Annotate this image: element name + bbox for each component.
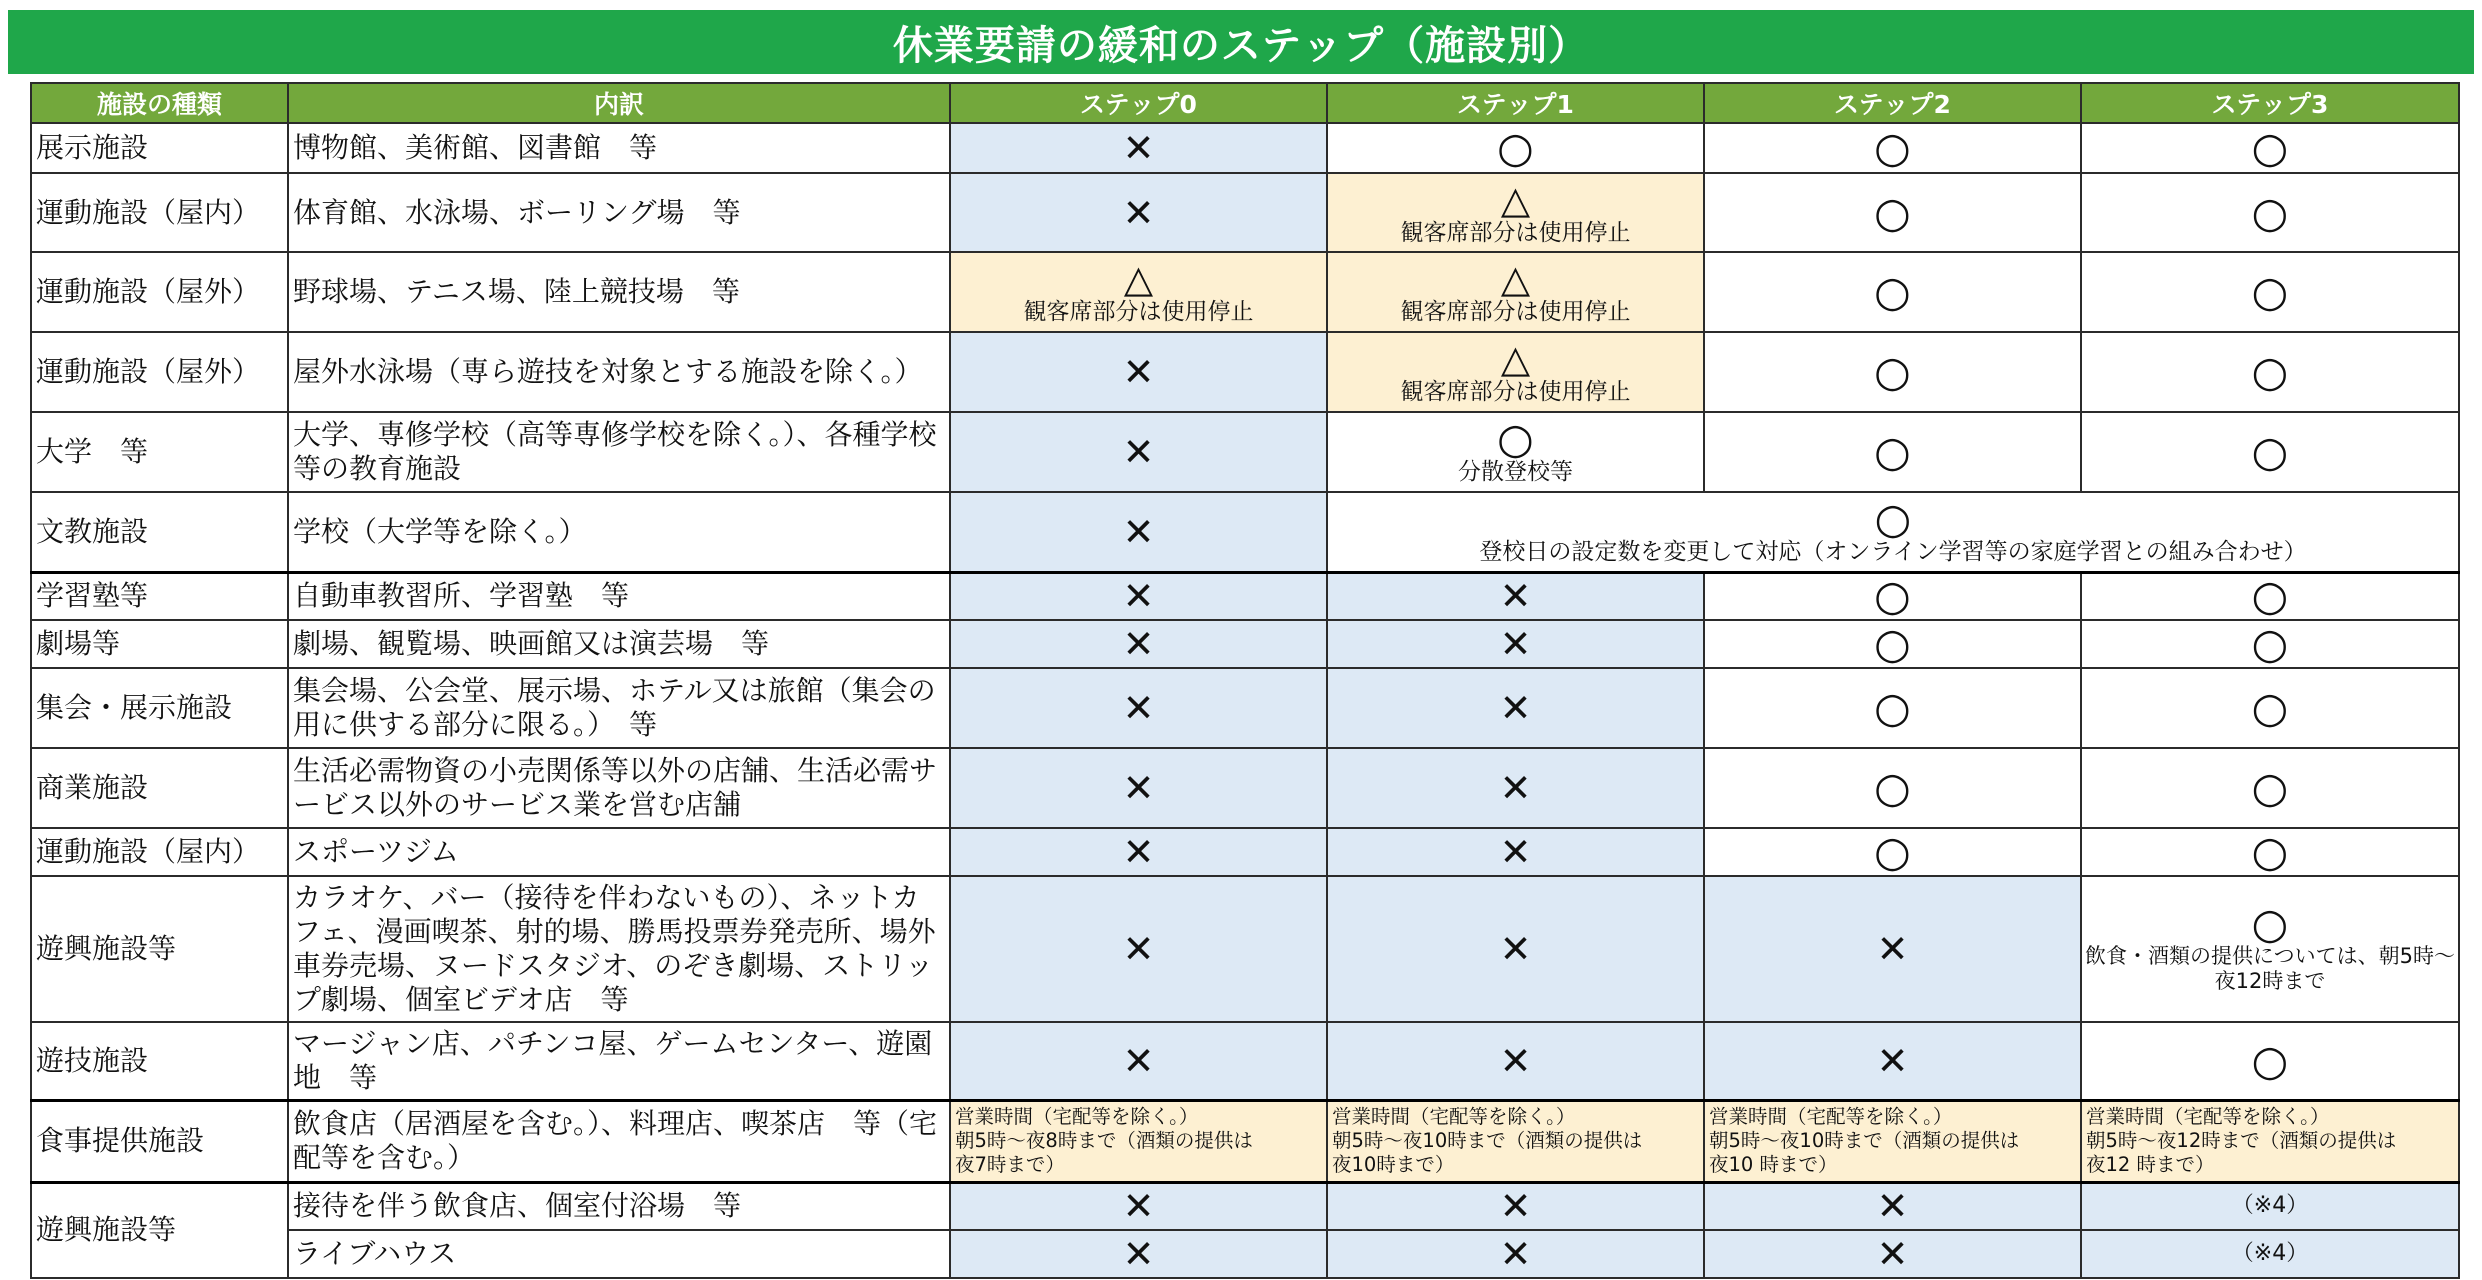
- step-cell: [950, 668, 1327, 748]
- cross-mark: ✕: [1122, 686, 1155, 730]
- circle-mark: ○: [1874, 572, 1911, 620]
- school-days-note: 登校日の設定数を変更して対応（オンライン学習等の家庭学習との組み合わせ）: [1479, 538, 2307, 565]
- facility-type: 運動施設（屋外）: [31, 252, 288, 332]
- step-cell: [950, 252, 1327, 332]
- step-cell: [1327, 748, 1704, 828]
- cross-mark: ✕: [1122, 430, 1155, 474]
- table-row: [31, 332, 2459, 412]
- step-cell: [1704, 412, 2081, 492]
- step-cell: [950, 123, 1327, 173]
- cross-mark: ✕: [1122, 622, 1155, 666]
- circle-mark: ○: [1874, 620, 1911, 668]
- step-cell: [950, 620, 1327, 668]
- facility-type: 遊興施設等: [31, 876, 288, 1022]
- circle-mark: ○: [1874, 683, 1911, 732]
- circle-mark: ○: [1874, 828, 1911, 876]
- hours-line: 営業時間（宅配等を除く。）: [955, 1105, 1199, 1128]
- step-cell: [1327, 572, 1704, 620]
- facility-detail: 自動車教習所、学習塾 等: [288, 572, 950, 620]
- hours-line: 夜12 時まで）: [2086, 1153, 2215, 1176]
- cross-mark: ✕: [1499, 766, 1532, 810]
- step-cell: [1704, 173, 2081, 252]
- reference-note: （※4）: [2081, 1230, 2459, 1278]
- circle-mark: ○: [1874, 493, 1912, 543]
- dispersed-note: 分散登校等: [1458, 459, 1573, 485]
- facility-detail: ライブハウス: [288, 1230, 950, 1278]
- step-cell: [1327, 1182, 1704, 1230]
- facility-detail: 大学、専修学校（高等専修学校を除く。）、各種学校等の教育施設: [288, 412, 950, 492]
- step-cell: [950, 332, 1327, 412]
- step-cell: [2081, 668, 2459, 748]
- step-cell: [950, 748, 1327, 828]
- spectator-note: 観客席部分は使用停止: [1023, 299, 1254, 325]
- step-cell: [950, 412, 1327, 492]
- step-cell: [950, 1022, 1327, 1100]
- circle-mark: ○: [2251, 763, 2289, 812]
- step-cell: [950, 173, 1327, 252]
- cross-mark: ✕: [1499, 927, 1532, 971]
- cross-mark: ✕: [1122, 509, 1155, 554]
- hours-line: 夜7時まで）: [955, 1153, 1065, 1176]
- facility-type: 劇場等: [31, 620, 288, 668]
- facility-detail: 飲食店（居酒屋を含む。）、料理店、喫茶店 等（宅配等を含む。）: [288, 1100, 950, 1182]
- step-cell: [950, 1182, 1327, 1230]
- table-row: [31, 1230, 2459, 1278]
- step-cell: [950, 828, 1327, 876]
- facility-detail: カラオケ、バー（接待を伴わないもの）、ネットカフェ、漫画喫茶、射的場、勝馬投票券発売所、場外車券売場、ヌードスタジオ、のぞき劇場、ストリップ劇場、個室ビデオ店 等: [288, 876, 950, 1022]
- step-cell: [1327, 1230, 1704, 1278]
- facility-detail: 劇場、観覧場、映画館又は演芸場 等: [288, 620, 950, 668]
- step-cell: [1327, 668, 1704, 748]
- step-cell: [1704, 123, 2081, 173]
- cross-mark: ✕: [1122, 1184, 1155, 1229]
- business-hours-step3: [2081, 1100, 2459, 1182]
- facility-type: 遊興施設等: [31, 1182, 288, 1278]
- step-cell: [1327, 876, 1704, 1022]
- business-hours-step1: [1327, 1100, 1704, 1182]
- header-step-0: ステップ0: [950, 83, 1327, 123]
- circle-mark: ○: [2251, 187, 2289, 237]
- table-row: [31, 123, 2459, 173]
- step-cell: [2081, 332, 2459, 412]
- step-cell: [2081, 123, 2459, 173]
- circle-mark: ○: [2251, 427, 2289, 476]
- step-cell: [1704, 876, 2081, 1022]
- hours-line: 朝5時～夜12時まで（酒類の提供は: [2086, 1129, 2397, 1152]
- cross-mark: ✕: [1122, 1232, 1155, 1276]
- hours-line: 朝5時～夜10時まで（酒類の提供は: [1709, 1129, 2020, 1152]
- facility-type: 文教施設: [31, 492, 288, 572]
- facility-type: 集会・展示施設: [31, 668, 288, 748]
- table-row: [31, 252, 2459, 332]
- table-row: [31, 748, 2459, 828]
- hours-line: 朝5時～夜8時まで（酒類の提供は: [955, 1129, 1253, 1152]
- table-header-row: [31, 83, 2459, 123]
- cross-mark: ✕: [1122, 927, 1155, 971]
- hours-line: 営業時間（宅配等を除く。）: [1332, 1105, 1576, 1128]
- step-cell: [950, 1230, 1327, 1278]
- step-cell: [1704, 668, 2081, 748]
- table-row: [31, 1100, 2459, 1182]
- step-cell: [1704, 332, 2081, 412]
- header-step-1: ステップ1: [1327, 83, 1704, 123]
- reference-note: （※4）: [2081, 1182, 2459, 1230]
- spectator-note: 観客席部分は使用停止: [1400, 219, 1631, 246]
- step-cell-merged: [1327, 492, 2459, 572]
- step-cell: [2081, 252, 2459, 332]
- step-cell: [2081, 412, 2459, 492]
- triangle-mark: △: [1123, 257, 1154, 301]
- cross-mark: ✕: [1499, 1232, 1532, 1276]
- facility-type: 遊技施設: [31, 1022, 288, 1100]
- circle-mark: ○: [1497, 123, 1534, 172]
- table-row: [31, 828, 2459, 876]
- facility-detail: 博物館、美術館、図書館 等: [288, 123, 950, 173]
- facility-detail: 接待を伴う飲食店、個室付浴場 等: [288, 1182, 950, 1230]
- cross-mark: ✕: [1499, 1038, 1532, 1083]
- facility-type: 商業施設: [31, 748, 288, 828]
- hours-line: 朝5時～夜10時まで（酒類の提供は: [1332, 1129, 1643, 1152]
- facility-type: 運動施設（屋内）: [31, 173, 288, 252]
- cross-mark: ✕: [1876, 1232, 1909, 1276]
- hours-line: 夜10時まで）: [1332, 1153, 1455, 1176]
- step-cell: [2081, 620, 2459, 668]
- step-cell: [1327, 173, 1704, 252]
- step-cell: [950, 492, 1327, 572]
- table-row: [31, 668, 2459, 748]
- table-row: [31, 412, 2459, 492]
- facility-type: 大学 等: [31, 412, 288, 492]
- circle-mark: ○: [2251, 123, 2289, 172]
- table-row: [31, 173, 2459, 252]
- circle-mark: ○: [2251, 828, 2289, 876]
- cross-mark: ✕: [1122, 766, 1155, 810]
- step-cell: [1704, 1182, 2081, 1230]
- facility-detail: 生活必需物資の小売関係等以外の店舗、生活必需サービス以外のサービス業を営む店舗: [288, 748, 950, 828]
- cross-mark: ✕: [1122, 190, 1155, 235]
- circle-mark: ○: [2251, 267, 2289, 316]
- step-cell: [1327, 1022, 1704, 1100]
- step-cell: [2081, 876, 2459, 1022]
- triangle-mark: △: [1500, 177, 1531, 222]
- cross-mark: ✕: [1876, 1038, 1909, 1083]
- table-row: [31, 572, 2459, 620]
- step-cell: [1327, 828, 1704, 876]
- step-cell: [1704, 828, 2081, 876]
- circle-mark: ○: [1874, 427, 1911, 476]
- table-row: [31, 876, 2459, 1022]
- step-cell: [950, 572, 1327, 620]
- step-cell: [1704, 748, 2081, 828]
- step-cell: [2081, 748, 2459, 828]
- step-cell: [2081, 173, 2459, 252]
- business-hours-step0: [950, 1100, 1327, 1182]
- cross-mark: ✕: [1876, 927, 1909, 971]
- step-cell: [1327, 332, 1704, 412]
- cross-mark: ✕: [1122, 574, 1155, 619]
- step-cell: [2081, 572, 2459, 620]
- header-step-2: ステップ2: [1704, 83, 2081, 123]
- facility-steps-table: [30, 82, 2460, 1279]
- facility-detail: 屋外水泳場（専ら遊技を対象とする施設を除く。）: [288, 332, 950, 412]
- cross-mark: ✕: [1499, 830, 1532, 874]
- step-cell: [1327, 620, 1704, 668]
- business-hours-step2: [1704, 1100, 2081, 1182]
- header-step-3: ステップ3: [2081, 83, 2459, 123]
- facility-detail: スポーツジム: [288, 828, 950, 876]
- step-cell: [2081, 828, 2459, 876]
- step-cell: [1704, 620, 2081, 668]
- circle-mark: ○: [1497, 414, 1534, 463]
- cross-mark: ✕: [1499, 622, 1532, 666]
- table-row: [31, 620, 2459, 668]
- circle-mark: ○: [2251, 572, 2289, 620]
- circle-mark: ○: [1874, 763, 1911, 812]
- cross-mark: ✕: [1122, 350, 1155, 394]
- facility-type: 食事提供施設: [31, 1100, 288, 1182]
- page-title: 休業要請の緩和のステップ（施設別）: [8, 10, 2474, 74]
- step-cell: [1704, 252, 2081, 332]
- cross-mark: ✕: [1499, 574, 1532, 619]
- circle-mark: ○: [1874, 347, 1911, 396]
- facility-detail: 野球場、テニス場、陸上競技場 等: [288, 252, 950, 332]
- spectator-note: 観客席部分は使用停止: [1400, 379, 1631, 405]
- cross-mark: ✕: [1876, 1184, 1909, 1229]
- cross-mark: ✕: [1499, 1184, 1532, 1229]
- step-cell: [1704, 1022, 2081, 1100]
- header-breakdown: 内訳: [288, 83, 950, 123]
- circle-mark: ○: [2251, 1035, 2289, 1085]
- step-cell: [950, 876, 1327, 1022]
- spectator-note: 観客席部分は使用停止: [1400, 299, 1631, 325]
- table-row: [31, 1182, 2459, 1230]
- triangle-mark: △: [1500, 337, 1531, 381]
- facility-type: 学習塾等: [31, 572, 288, 620]
- circle-mark: ○: [2251, 620, 2289, 668]
- header-facility-type: 施設の種類: [31, 83, 288, 123]
- step-cell: [2081, 1022, 2459, 1100]
- facility-detail: 集会場、公会堂、展示場、ホテル又は旅館（集会の用に供する部分に限る。） 等: [288, 668, 950, 748]
- facility-type: 運動施設（屋内）: [31, 828, 288, 876]
- step-cell: [1704, 572, 2081, 620]
- circle-mark: ○: [2251, 899, 2289, 948]
- circle-mark: ○: [1874, 267, 1911, 316]
- circle-mark: ○: [2251, 347, 2289, 396]
- step-cell: [1704, 1230, 2081, 1278]
- hours-line: 夜10 時まで）: [1709, 1153, 1838, 1176]
- step-cell: [1327, 252, 1704, 332]
- facility-detail: マージャン店、パチンコ屋、ゲームセンター、遊園地 等: [288, 1022, 950, 1100]
- hours-line: 営業時間（宅配等を除く。）: [2086, 1105, 2330, 1128]
- cross-mark: ✕: [1122, 1038, 1155, 1083]
- step-cell: [1327, 123, 1704, 173]
- triangle-mark: △: [1500, 257, 1531, 301]
- circle-mark: ○: [1874, 123, 1911, 172]
- drinking-hours-note: 飲食・酒類の提供については、朝5時～夜12時まで: [2085, 944, 2455, 993]
- cross-mark: ✕: [1122, 126, 1155, 170]
- table-row: [31, 492, 2459, 572]
- facility-type: 展示施設: [31, 123, 288, 173]
- facility-detail: 体育館、水泳場、ボーリング場 等: [288, 173, 950, 252]
- hours-line: 営業時間（宅配等を除く。）: [1709, 1105, 1953, 1128]
- circle-mark: ○: [2251, 683, 2289, 732]
- cross-mark: ✕: [1499, 686, 1532, 730]
- cross-mark: ✕: [1122, 830, 1155, 874]
- circle-mark: ○: [1874, 187, 1911, 237]
- table-row: [31, 1022, 2459, 1100]
- facility-detail: 学校（大学等を除く。）: [288, 492, 950, 572]
- facility-type: 運動施設（屋外）: [31, 332, 288, 412]
- step-cell: [1327, 412, 1704, 492]
